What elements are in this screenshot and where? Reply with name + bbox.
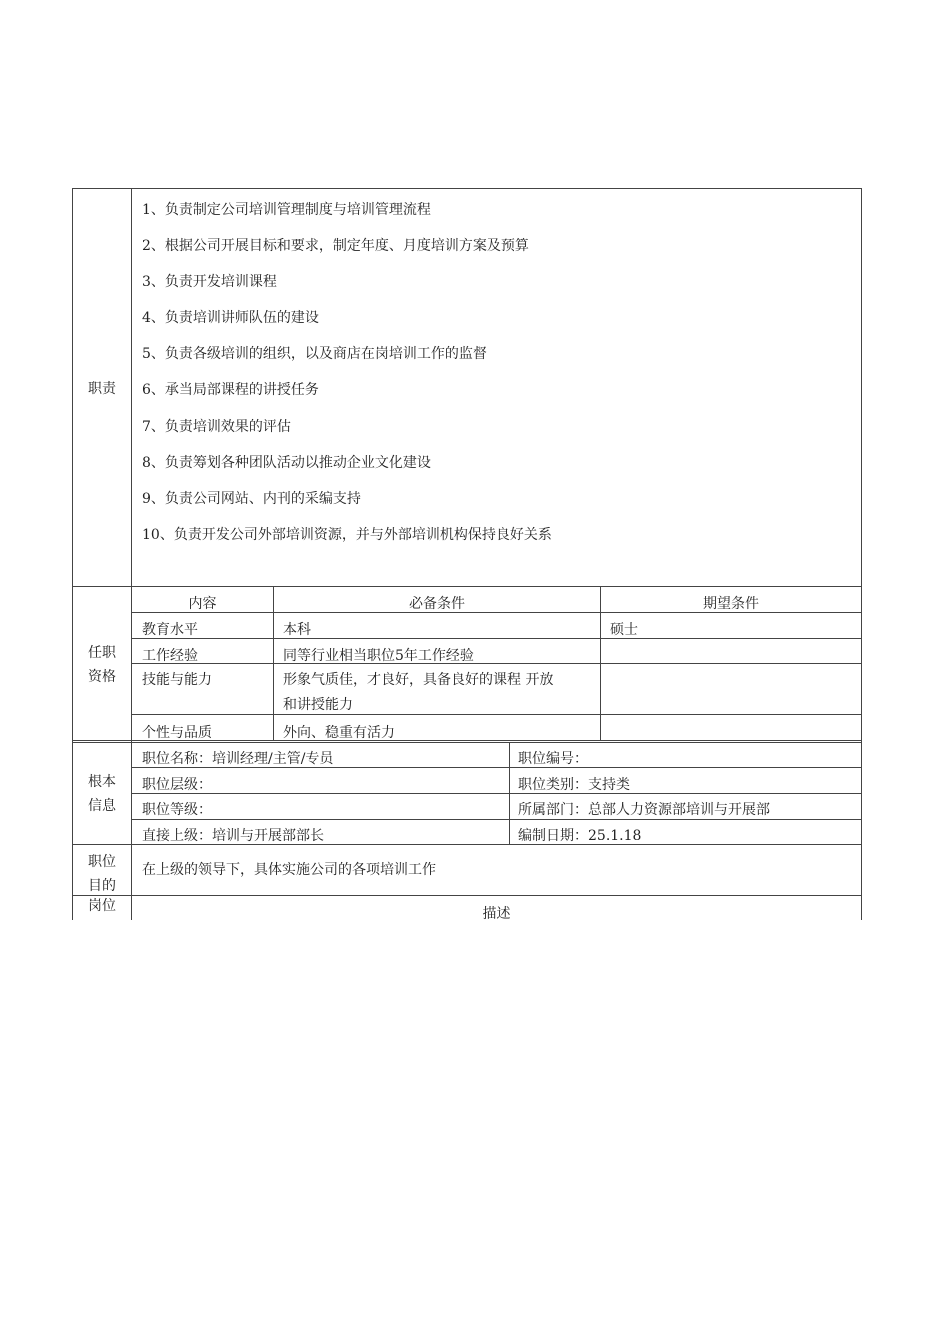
basic-info-label-line2: 信息 <box>88 798 116 814</box>
qual-header-preferred: 期望条件 <box>703 596 759 612</box>
position-grade: 职位等级： <box>142 802 212 818</box>
rule <box>72 188 862 189</box>
qual-row-item: 技能与能力 <box>142 672 212 688</box>
rule <box>131 714 862 715</box>
rule <box>131 793 862 794</box>
duty-item: 2、根据公司开展目标和要求，制定年度、月度培训方案及预算 <box>142 238 529 254</box>
duty-item: 8、负责筹划各种团队活动以推动企业文化建设 <box>142 455 431 471</box>
post-label: 岗位 <box>88 898 116 914</box>
duty-item: 4、负责培训讲师队伍的建设 <box>142 310 319 326</box>
rule <box>131 188 132 920</box>
qual-row-item: 个性与品质 <box>142 725 212 741</box>
rule <box>861 188 862 920</box>
qual-row-required-line1: 形象气质佳，才良好，具备良好的课程 开放 <box>283 672 554 688</box>
duties-label: 职责 <box>88 381 116 397</box>
qual-row-required: 同等行业相当职位5年工作经验 <box>283 648 474 664</box>
qualifications-label-line2: 资格 <box>88 669 116 685</box>
direct-supervisor: 直接上级：培训与开展部部长 <box>142 828 324 844</box>
qual-row-required: 外向、稳重有活力 <box>283 725 395 741</box>
rule <box>72 586 862 587</box>
position-level: 职位层级： <box>142 777 212 793</box>
duty-item: 5、负责各级培训的组织，以及商店在岗培训工作的监督 <box>142 346 487 362</box>
duty-item: 7、负责培训效果的评估 <box>142 419 291 435</box>
purpose-label-line1: 职位 <box>88 854 116 870</box>
position-name: 职位名称：培训经理/主管/专员 <box>142 751 334 767</box>
duty-item: 3、负责开发培训课程 <box>142 274 277 290</box>
qualifications-label-line1: 任职 <box>88 645 116 661</box>
duty-item: 1、负责制定公司培训管理制度与培训管理流程 <box>142 202 431 218</box>
rule <box>131 663 862 664</box>
position-code: 职位编号： <box>518 751 588 767</box>
qual-row-required-line2: 和讲授能力 <box>283 697 353 713</box>
duty-item: 10、负责开发公司外部培训资源，并与外部培训机构保持良好关系 <box>142 527 552 543</box>
qual-row-item: 工作经验 <box>142 648 198 664</box>
post-description-header: 描述 <box>482 906 511 922</box>
qual-header-item: 内容 <box>188 596 217 612</box>
qual-header-required: 必备条件 <box>409 596 465 612</box>
qual-row-preferred: 硕士 <box>610 622 638 638</box>
rule <box>72 895 862 896</box>
qual-row-item: 教育水平 <box>142 622 198 638</box>
position-category: 职位类别：支持类 <box>518 777 630 793</box>
rule <box>509 742 510 844</box>
duty-item: 6、承当局部课程的讲授任务 <box>142 382 319 398</box>
rule <box>72 742 862 743</box>
rule <box>131 819 862 820</box>
department: 所属部门：总部人力资源部培训与开展部 <box>518 802 770 818</box>
compiled-date: 编制日期：25.1.18 <box>518 828 642 844</box>
purpose-label-line2: 目的 <box>88 878 116 894</box>
duty-item: 9、负责公司网站、内刊的采编支持 <box>142 491 361 507</box>
rule <box>131 638 862 639</box>
basic-info-label-line1: 根本 <box>88 774 116 790</box>
qual-row-required: 本科 <box>283 622 311 638</box>
purpose-text: 在上级的领导下，具体实施公司的各项培训工作 <box>142 862 436 878</box>
